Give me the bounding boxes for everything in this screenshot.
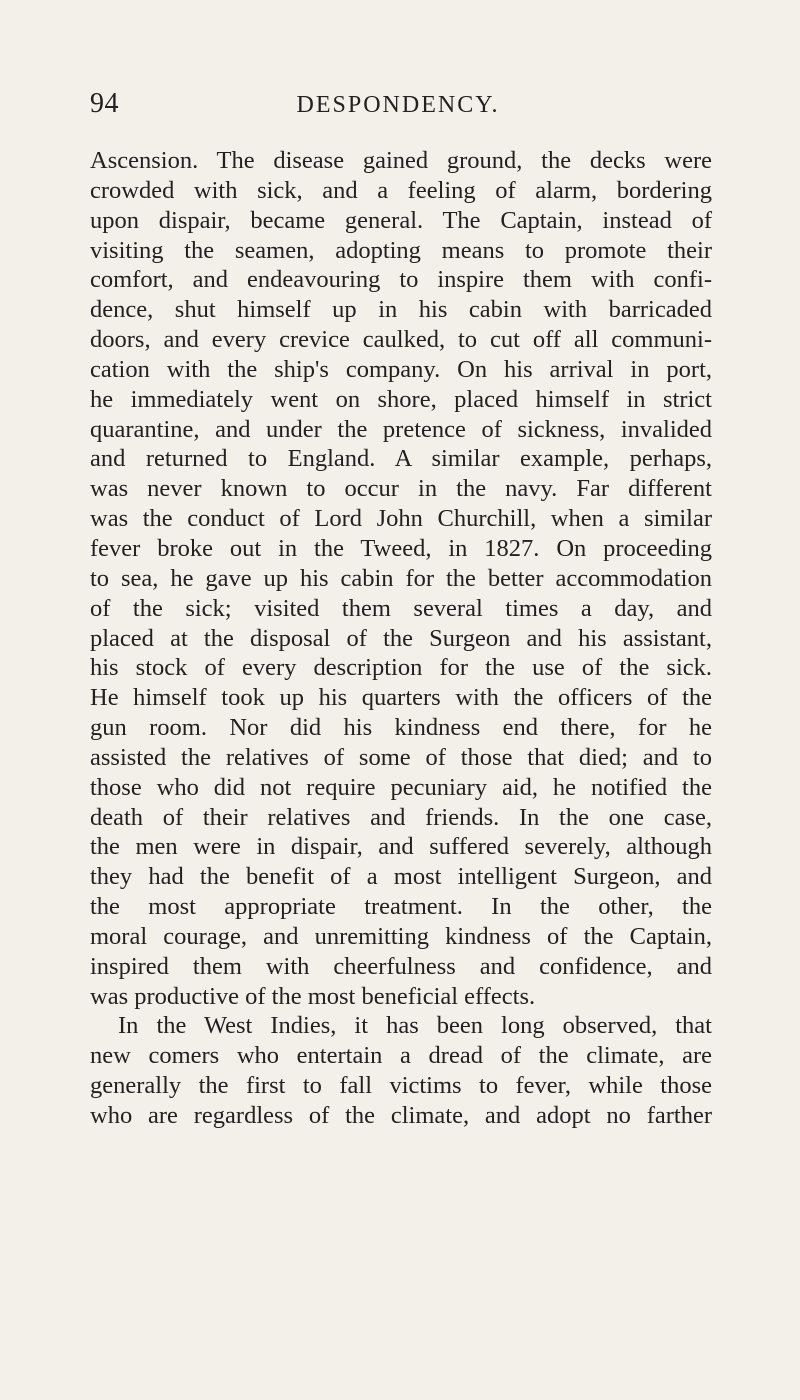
text-line: generally the first to fall victims to fever, while those [90,1072,712,1100]
text-line: new comers who entertain a dread of the climate, are [90,1042,712,1070]
text-line: quarantine, and under the pretence of sickness, invalided [90,415,712,443]
text-line: those who did not require pecuniary aid, he notified the [90,773,712,801]
text-line: visiting the seamen, adopting means to promote their [90,236,712,264]
text-line: doors, and every crevice caulked, to cut off all communi- [90,326,712,354]
text-line: of the sick; visited them several times a day, and [90,594,712,622]
text-line: the most appropriate treatment. In the other, the [90,893,712,921]
text-line-paragraph-start: In the West Indies, it has been long observed, that [118,1012,712,1040]
text-line: comfort, and endeavouring to inspire them with confi- [90,266,712,294]
text-line: dence, shut himself up in his cabin with barricaded [90,296,712,324]
text-line: to sea, he gave up his cabin for the better accommodation [90,564,712,592]
text-line: placed at the disposal of the Surgeon and his assistant, [90,624,712,652]
text-line: Ascension. The disease gained ground, the decks were [90,147,712,174]
text-line: was the conduct of Lord John Churchill, when a similar [90,505,712,533]
text-line: moral courage, and unremitting kindness of the Captain, [90,922,712,950]
text-line: inspired them with cheerfulness and confidence, and [90,952,712,980]
text-line: who are regardless of the climate, and adopt no farther [90,1102,712,1129]
text-line: he immediately went on shore, placed himself in strict [90,385,712,413]
text-line: He himself took up his quarters with the officers of the [90,684,712,712]
text-line: assisted the relatives of some of those that died; and to [90,743,712,771]
text-line: crowded with sick, and a feeling of alarm, bordering [90,176,712,204]
text-line: his stock of every description for the use of the sick. [90,654,712,682]
text-line-paragraph-end: was productive of the most beneficial effects. [90,982,536,1010]
text-line: death of their relatives and friends. In the one case, [90,803,712,831]
running-header [90,88,706,128]
text-line: the men were in dispair, and suffered severely, although [90,833,712,861]
text-line: fever broke out in the Tweed, in 1827. On proceeding [90,534,712,562]
page-number: 94 [90,88,119,119]
body-text [90,146,712,1131]
text-line: they had the benefit of a most intelligent Surgeon, and [90,863,712,891]
text-line: and returned to England. A similar example, perhaps, [90,445,712,473]
text-line: was never known to occur in the navy. Far different [90,475,712,503]
text-line: gun room. Nor did his kindness end there, for he [90,714,712,742]
text-line: cation with the ship's company. On his arrival in port, [90,355,712,383]
text-line: upon dispair, became general. The Captain, instead of [90,206,712,234]
running-title: DESPONDENCY. [296,92,500,118]
